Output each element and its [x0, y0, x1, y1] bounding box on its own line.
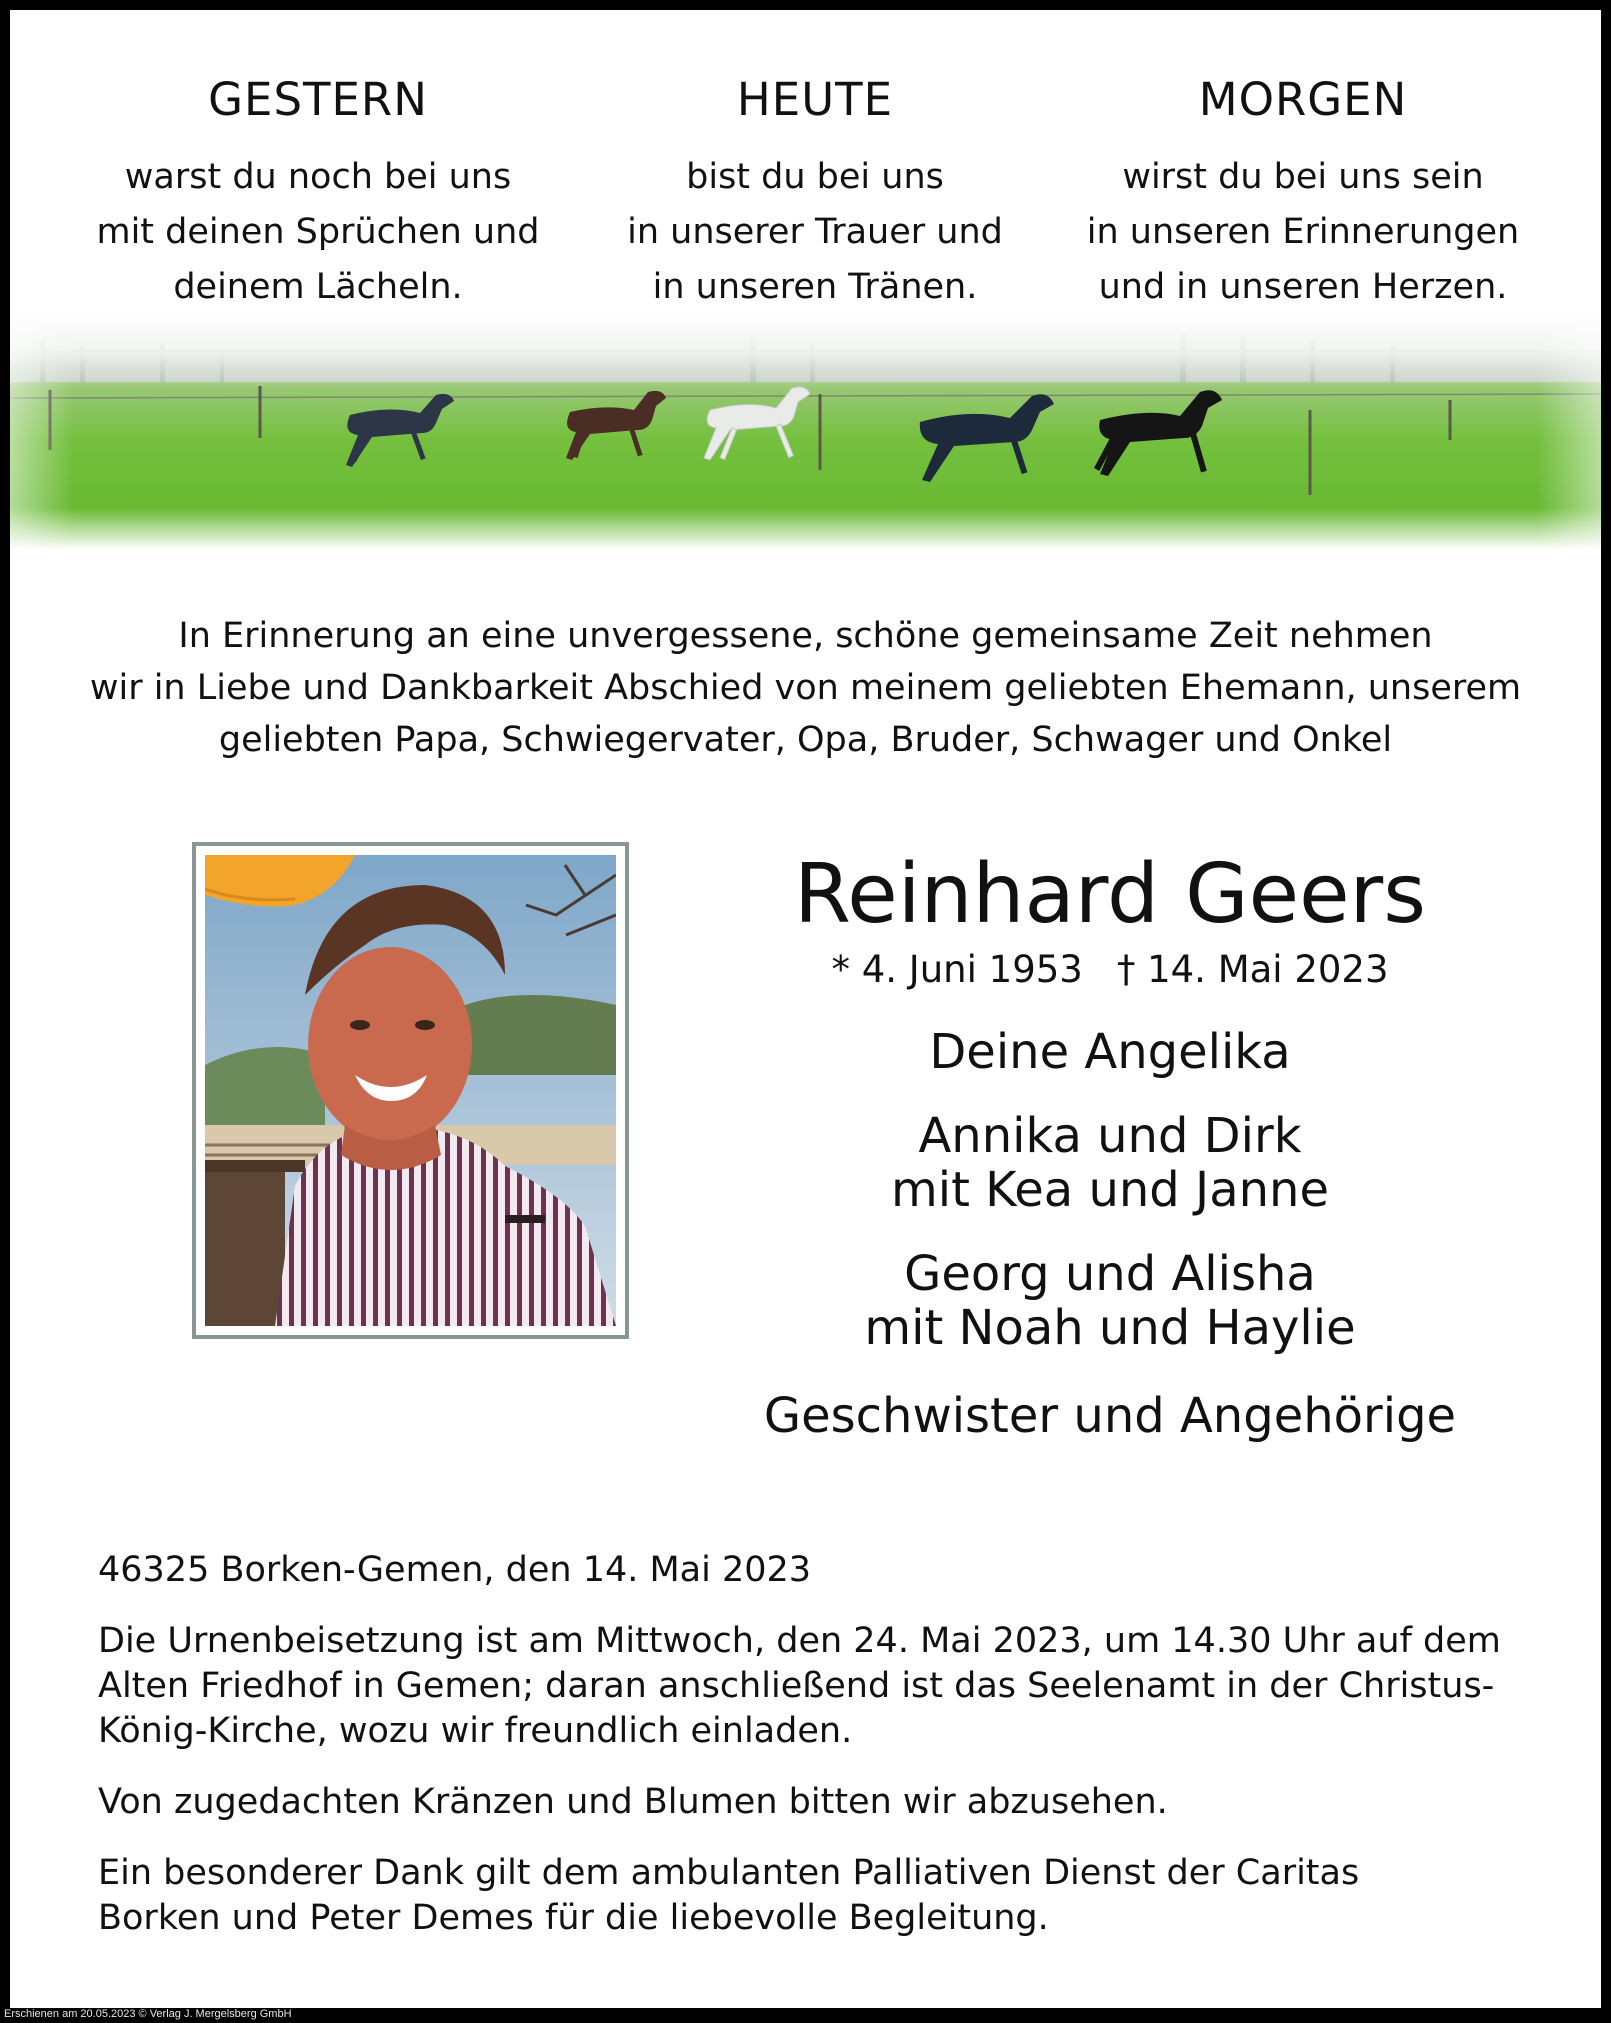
poem-line: deinem Lächeln. — [173, 267, 463, 307]
poem-row — [10, 68, 1601, 328]
thanks-note — [98, 1851, 1538, 1941]
poem-column-morgen — [1063, 68, 1543, 315]
burial-info — [98, 1619, 1538, 1754]
mourner-line: Annika und Dirk — [918, 1108, 1302, 1164]
horse-meadow-image — [10, 310, 1601, 550]
detail-line: Die Urnenbeisetzung ist am Mittwoch, den 24. Mai 2023, um 14.30 Uhr auf dem — [98, 1621, 1501, 1661]
poem-line: in unseren Erinnerungen — [1086, 212, 1520, 252]
poem-line: wirst du bei uns sein — [1122, 157, 1484, 197]
name-block — [710, 845, 1510, 1443]
intro-line: geliebten Papa, Schwiegervater, Opa, Bruder, Schwager und Onkel — [218, 720, 1393, 760]
detail-line: Von zugedachten Kränzen und Blumen bitten wir abzusehen. — [98, 1782, 1168, 1822]
mourner-group — [710, 1247, 1510, 1355]
poem-line: warst du noch bei uns — [124, 157, 512, 197]
poem-column-heute — [575, 68, 1055, 315]
portrait-photo — [205, 855, 616, 1326]
mourner-group — [710, 1109, 1510, 1217]
mourner-line: mit Noah und Haylie — [864, 1300, 1356, 1356]
deceased-name: Reinhard Geers — [794, 847, 1426, 942]
detail-line: Borken und Peter Demes für die liebevolle Begleitung. — [98, 1898, 1049, 1938]
death-notice — [10, 10, 1601, 2008]
birth-date: * 4. Juni 1953 — [831, 948, 1083, 991]
poem-line: bist du bei uns — [686, 157, 944, 197]
mourner-line: Geschwister und Angehörige — [763, 1388, 1457, 1444]
horse-meadow-illustration — [10, 310, 1601, 550]
mourner-group — [710, 1389, 1510, 1443]
publisher-credit: Erschienen am 20.05.2023 © Verlag J. Mergelsberg GmbH — [4, 2008, 292, 2020]
portrait-frame — [192, 842, 629, 1339]
detail-line: König-Kirche, wozu wir freundlich einladen. — [98, 1711, 853, 1751]
poem-column-gestern — [78, 68, 558, 315]
intro-text — [50, 610, 1561, 766]
mourner-line: Georg und Alisha — [904, 1246, 1316, 1302]
poem-heading: HEUTE — [736, 73, 894, 126]
poem-line: in unserer Trauer und — [627, 212, 1003, 252]
poem-line: mit deinen Sprüchen und — [96, 212, 540, 252]
poem-heading: MORGEN — [1198, 73, 1408, 126]
poem-line: und in unseren Herzen. — [1098, 267, 1508, 307]
place-date — [98, 1548, 1538, 1593]
funeral-details — [98, 1548, 1538, 1967]
mourner-line: mit Kea und Janne — [891, 1162, 1329, 1218]
flowers-note — [98, 1780, 1538, 1825]
death-date: † 14. Mai 2023 — [1116, 948, 1389, 991]
mourner-group — [710, 1025, 1510, 1079]
mourner-line: Deine Angelika — [929, 1024, 1291, 1080]
detail-line: Alten Friedhof in Gemen; daran anschließend ist das Seelenamt in der Christus- — [98, 1666, 1495, 1706]
intro-line: In Erinnerung an eine unvergessene, schöne gemeinsame Zeit nehmen — [178, 616, 1433, 656]
intro-line: wir in Liebe und Dankbarkeit Abschied von meinem geliebten Ehemann, unserem — [89, 668, 1522, 708]
detail-line: 46325 Borken-Gemen, den 14. Mai 2023 — [98, 1550, 812, 1590]
life-dates — [710, 945, 1510, 995]
poem-heading: GESTERN — [208, 73, 428, 126]
poem-line: in unseren Tränen. — [652, 267, 978, 307]
detail-line: Ein besonderer Dank gilt dem ambulanten Palliativen Dienst der Caritas — [98, 1853, 1360, 1893]
